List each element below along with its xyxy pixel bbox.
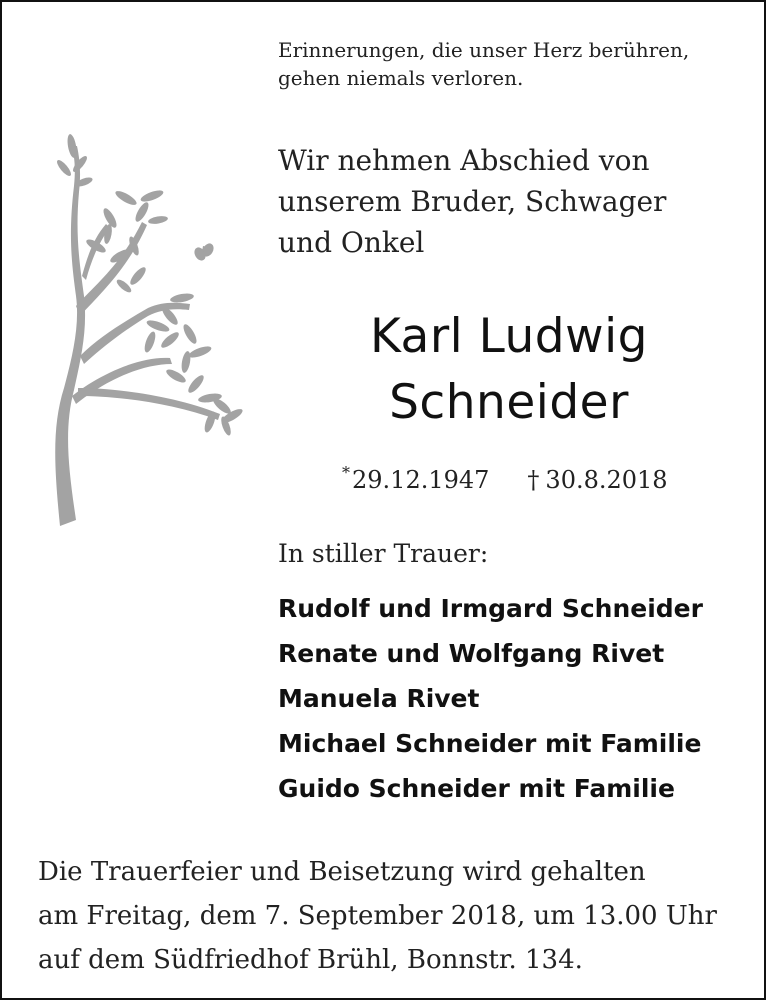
family-member: Michael Schneider mit Familie <box>278 729 702 758</box>
ceremony-line-2: am Freitag, dem 7. September 2018, um 13.00 Uhr <box>38 901 717 931</box>
birth-date: 29.12.1947 <box>352 466 490 494</box>
quote <box>278 36 689 92</box>
family-list <box>278 586 703 811</box>
death-date: 30.8.2018 <box>545 466 668 494</box>
quote-line-1: Erinnerungen, die unser Herz berühren, <box>278 38 690 62</box>
intro-line-1: Wir nehmen Abschied von <box>278 144 650 177</box>
family-member: Guido Schneider mit Familie <box>278 774 675 803</box>
family-member: Renate und Wolfgang Rivet <box>278 639 665 668</box>
intro-text <box>278 140 666 263</box>
quote-line-2: gehen niemals verloren. <box>278 66 524 90</box>
family-member: Manuela Rivet <box>278 684 480 713</box>
ceremony-info <box>38 850 717 982</box>
death-symbol: † <box>527 466 540 494</box>
intro-line-2: unserem Bruder, Schwager <box>278 185 667 218</box>
intro-line-3: und Onkel <box>278 226 425 259</box>
deceased-first-names: Karl Ludwig <box>370 309 648 364</box>
ceremony-line-3: auf dem Südfriedhof Brühl, Bonnstr. 134. <box>38 945 583 975</box>
butterfly-icon <box>192 241 216 262</box>
birth-symbol: * <box>342 463 350 482</box>
life-dates <box>342 460 668 503</box>
family-member: Rudolf und Irmgard Schneider <box>278 594 703 623</box>
deceased-last-name: Schneider <box>389 375 629 430</box>
deceased-name <box>272 304 746 436</box>
ceremony-line-1: Die Trauerfeier und Beisetzung wird gehalten <box>38 857 646 887</box>
mourning-label: In stiller Trauer: <box>278 539 489 568</box>
tree-icon <box>50 126 260 536</box>
